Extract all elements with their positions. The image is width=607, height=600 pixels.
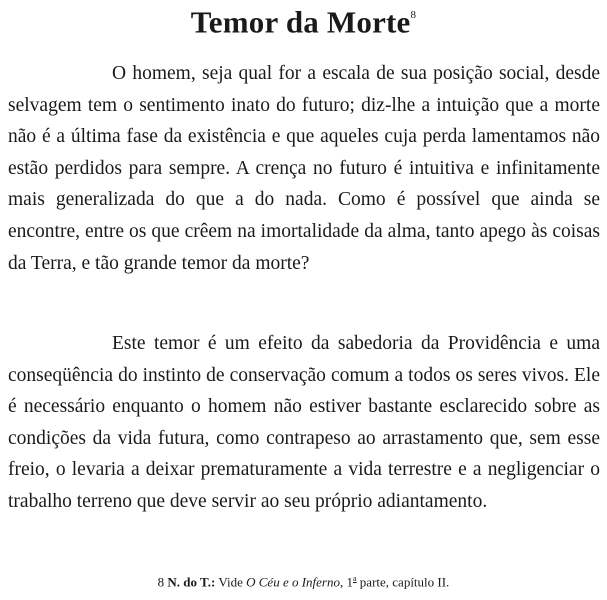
- paragraph-2: Este temor é um efeito da sabedoria da Providência e uma conseqüência do instinto de conservação comum a todos os seres vivos. Ele é necessário enquanto o homem não estiver bastante esclarecido sobre as condições da vida futura, como contrapeso ao arrastamento que, sem esse freio, o levaria a deixar prematuramente a vida terrestre e a negligenciar o trabalho terreno que deve servir ao seu próprio adiantamento.: [8, 333, 600, 512]
- footnote-number: 8: [157, 574, 165, 590]
- footnote-suffix: parte, capítulo II.: [359, 574, 450, 590]
- footnote-prefix: Vide: [218, 574, 243, 590]
- title-text: Temor da Morte: [190, 4, 411, 40]
- footnote-part-ordinal: a: [352, 574, 357, 583]
- footnote-reference: 8: [410, 9, 417, 21]
- page-title: [0, 0, 607, 40]
- footnote-part-number: 1: [346, 574, 353, 590]
- footnote-book-title: O Céu e o Inferno: [246, 574, 340, 590]
- footnote: 8 N. do T.: Vide O Céu e o Inferno, 1$^a$ parte, capítulo II.: [157, 574, 450, 590]
- footnote-label: N. do T.:: [167, 574, 216, 590]
- paragraph-1: O homem, seja qual for a escala de sua posição social, desde selvagem tem o sentimento inato do futuro; diz-lhe a intuição que a morte não é a última fase da existência e que aqueles cuja perda lamentamos não estão perdidos para sempre. A crença no futuro é intuitiva e infinitamente mais generalizada do que a do nada. Como é possível que ainda se encontre, entre os que crêem na imortalidade da alma, tanto apego às coisas da Terra, e tão grande temor da morte?: [8, 63, 600, 274]
